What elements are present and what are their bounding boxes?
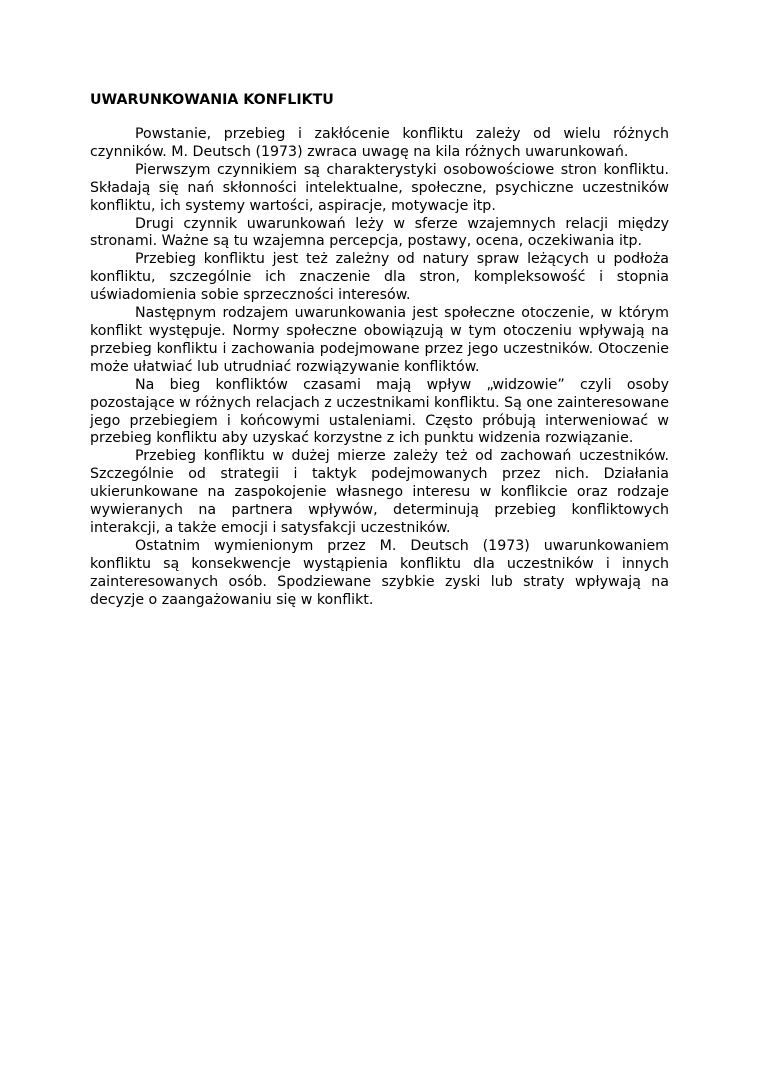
paragraph-4: Przebieg konfliktu jest też zależny od natury spraw leżących u podłoża konfliktu, szczególnie ich znaczenie dla stron, kompleksowość i stopnia uświadomienia sobie sprzeczności interesów.	[90, 251, 669, 304]
paragraph-2: Pierwszym czynnikiem są charakterystyki osobowościowe stron konfliktu. Składają się nań skłonności intelektualne, społeczne, psychiczne uczestników konfliktu, ich systemy wartości, aspiracje, motywacje itp.	[90, 161, 669, 214]
document-title: UWARUNKOWANIA KONFLIKTU	[90, 92, 334, 108]
paragraph-1: Powstanie, przebieg i zakłócenie konfliktu zależy od wielu różnych czynników. M. Deutsch (1973) zwraca uwagę na kila różnych uwarunkowań.	[90, 126, 669, 160]
document-page	[90, 91, 669, 609]
paragraph-7: Przebieg konfliktu w dużej mierze zależy też od zachowań uczestników. Szczególnie od strategii i taktyk podejmowanych przez nich. Działania ukierunkowane na zaspokojenie własnego interesu w konflikcie oraz rodzaje wywieranych na partnera wpływów, determinują przebieg konfliktowych interakcji, a także emocji i satysfakcji uczestników.	[90, 448, 669, 536]
paragraph-6: Na bieg konfliktów czasami mają wpływ „widzowie” czyli osoby pozostające w różnych relacjach z uczestnikami konfliktu. Są one zainteresowane jego przebiegiem i końcowymi ustaleniami. Często próbują interweniować w przebieg konfliktu aby uzyskać korzystne z ich punktu widzenia rozwiązanie.	[90, 376, 669, 447]
paragraph-5: Następnym rodzajem uwarunkowania jest społeczne otoczenie, w którym konflikt występuje. Normy społeczne obowiązują w tym otoczeniu wpływają na przebieg konfliktu i zachowania podejmowane przez jego uczestników. Otoczenie może ułatwiać lub utrudniać rozwiązywanie konfliktów.	[90, 305, 669, 375]
paragraph-8: Ostatnim wymienionym przez M. Deutsch (1973) uwarunkowaniem konfliktu są konsekwencje wystąpienia konfliktu dla uczestników i innych zainteresowanych osób. Spodziewane szybkie zyski lub straty wpływają na decyzje o zaangażowaniu się w konflikt.	[90, 537, 669, 608]
paragraph-3: Drugi czynnik uwarunkowań leży w sferze wzajemnych relacji między stronami. Ważne są tu wzajemna percepcja, postawy, ocena, oczekiwania itp.	[90, 215, 669, 250]
